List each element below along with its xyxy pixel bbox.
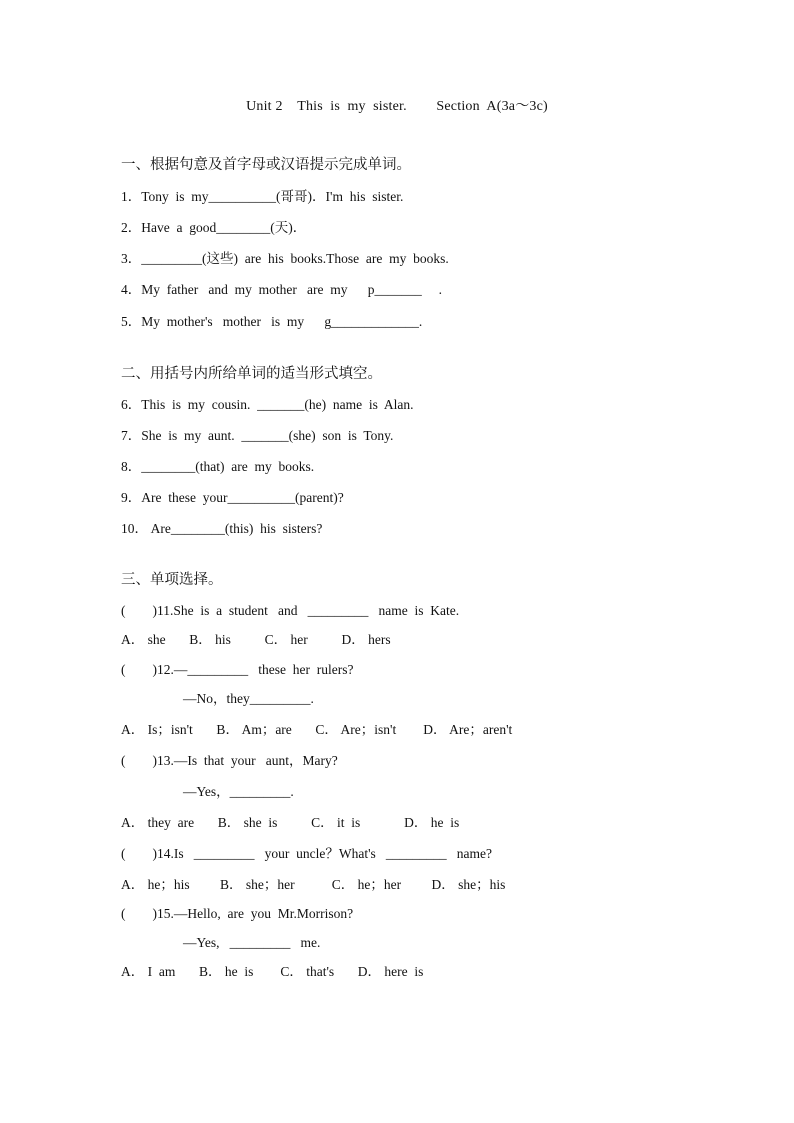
question-7: 7．She is my aunt. _______(she) son is Tony. — [121, 428, 394, 443]
options-12: A． Is；isn't B． Am；are C． Are；isn't D． Are；aren't — [121, 722, 513, 737]
question-6: 6．This is my cousin. _______(he) name is Alan. — [121, 397, 414, 412]
section3-heading: 三、单项选择。 — [121, 572, 223, 588]
question-8: 8．________(that) are my books. — [121, 459, 315, 474]
question-13-reply: —Yes，_________. — [183, 784, 294, 799]
question-14: ( )14.Is _________ your uncle？What's _________ name? — [121, 846, 492, 861]
question-4: 4．My father and my mother are my p_______ . — [121, 282, 442, 297]
options-13: A． they are B． she is C． it is D． he is — [121, 815, 460, 830]
question-15-reply: —Yes, _________ me. — [183, 935, 321, 950]
question-15: ( )15.—Hello, are you Mr.Morrison? — [121, 906, 354, 921]
question-13: ( )13.—Is that your aunt，Mary? — [121, 753, 338, 768]
question-2: 2．Have a good________(天)． — [121, 220, 307, 235]
options-15: A． I am B． he is C． that's D． here is — [121, 964, 424, 979]
question-3: 3．_________(这些) are his books.Those are my books. — [121, 251, 449, 266]
question-5: 5．My mother's mother is my g_____________. — [121, 314, 423, 329]
options-14: A． he；his B． she；her C． he；her D． she；his — [121, 877, 506, 892]
question-12: ( )12.—_________ these her rulers? — [121, 662, 354, 677]
question-12-reply: —No，they_________. — [183, 691, 314, 706]
section2-heading: 二、用括号内所给单词的适当形式填空。 — [121, 366, 382, 382]
page-title: Unit 2 This is my sister. Section A(3a～3c) — [246, 99, 548, 114]
section1-heading: 一、根据句意及首字母或汉语提示完成单词。 — [121, 157, 411, 173]
options-11: A． she B． his C． her D． hers — [121, 632, 391, 647]
question-1: 1．Tony is my__________(哥哥)．I'm his sister. — [121, 189, 404, 204]
question-11: ( )11.She is a student and _________ name is Kate. — [121, 603, 460, 618]
question-10: 10． Are________(this) his sisters? — [121, 521, 323, 536]
question-9: 9．Are these your__________(parent)? — [121, 490, 344, 505]
